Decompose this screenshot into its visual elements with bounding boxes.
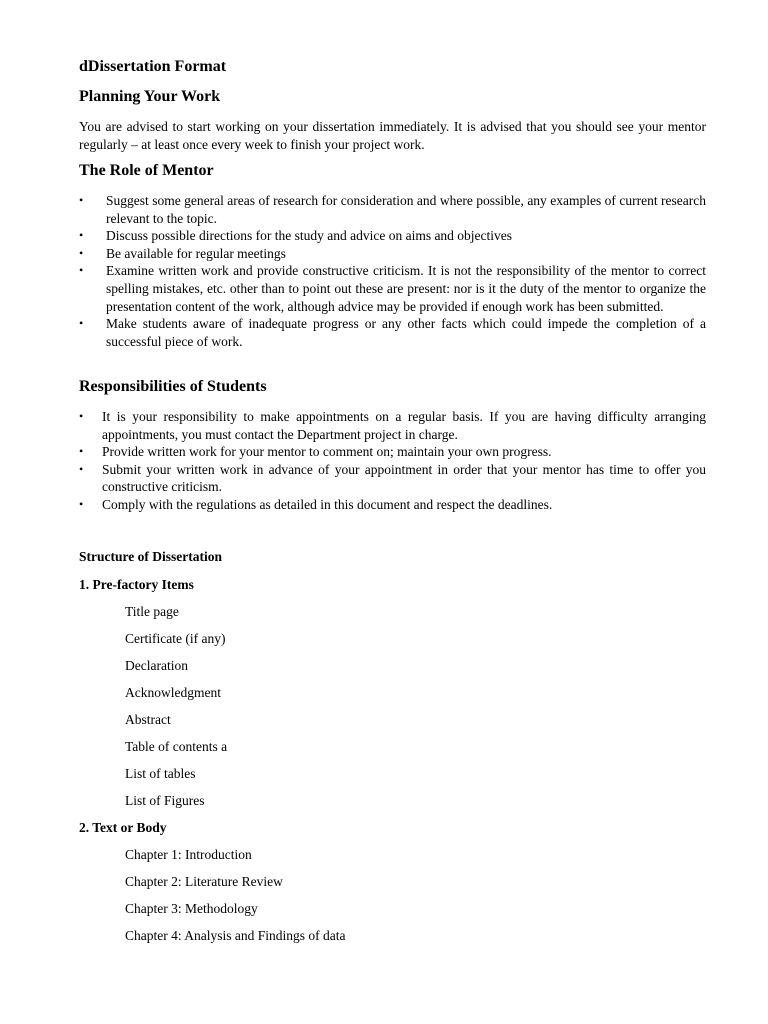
body-item: Chapter 4: Analysis and Findings of data: [125, 928, 346, 943]
list-item-text: Provide written work for your mentor to comment on; maintain your own progress.: [102, 444, 552, 460]
planning-paragraph: You are advised to start working on your dissertation immediately. It is advised that you should see your mentor regularly – at least once every week to finish your project work.: [79, 119, 706, 152]
list-item-text: Be available for regular meetings: [106, 245, 286, 261]
planning-heading: Planning Your Work: [79, 88, 221, 105]
prefactory-heading: 1. Pre-factory Items: [79, 577, 194, 592]
list-item: • Be available for regular meetings: [79, 245, 286, 261]
students-list: [79, 408, 706, 514]
list-item-text: Discuss possible directions for the study and advice on aims and objectives: [106, 228, 513, 244]
document-title: dDissertation Format: [79, 58, 227, 75]
list-item: • Submit your written work in advance of your appointment in order that your mentor has time to offer you constructive criticism.: [79, 461, 706, 495]
list-item-text: Comply with the regulations as detailed in this document and respect the deadlines.: [102, 496, 553, 512]
prefactory-item: Acknowledgment: [125, 685, 221, 700]
body-item: Chapter 2: Literature Review: [125, 874, 283, 889]
list-item-text: It is your responsibility to make appointments on a regular basis. If you are having difficulty arranging appointments, you must contact the Department project in charge.: [102, 409, 706, 442]
list-item: • It is your responsibility to make appointments on a regular basis. If you are having difficulty arranging appointments, you must contact the Department project in charge.: [79, 409, 706, 442]
mentor-heading: The Role of Mentor: [79, 162, 214, 179]
prefactory-item: Abstract: [125, 712, 171, 727]
body-item: Chapter 3: Methodology: [125, 901, 258, 916]
list-item-text: Make students aware of inadequate progress or any other facts which could impede the completion of a successful piece of work.: [106, 316, 706, 349]
list-item-text: Examine written work and provide constructive criticism. It is not the responsibility of the mentor to correct spelling mistakes, etc. other than to point out these are present: nor is it the duty of the mentor to organize the presentation content of the work, although advice may be provided if enough work has been submitted.: [106, 263, 706, 314]
list-item: • Suggest some general areas of research for consideration and where possible, any examples of current research relevant to the topic.: [79, 193, 706, 226]
students-heading: Responsibilities of Students: [79, 378, 267, 395]
list-item-text: Submit your written work in advance of your appointment in order that your mentor has time to offer you constructive criticism.: [102, 461, 706, 495]
list-item: • Comply with the regulations as detailed in this document and respect the deadlines.: [79, 496, 553, 512]
prefactory-item: List of tables: [125, 766, 196, 781]
prefactory-item: Table of contents a: [125, 739, 228, 754]
list-item: • Make students aware of inadequate progress or any other facts which could impede the completion of a successful piece of work.: [79, 316, 706, 349]
list-item: • Discuss possible directions for the study and advice on aims and objectives: [79, 228, 513, 244]
list-item: • Provide written work for your mentor to comment on; maintain your own progress.: [79, 444, 552, 460]
body-item: Chapter 1: Introduction: [125, 847, 252, 862]
body-heading: 2. Text or Body: [79, 820, 167, 835]
prefactory-item: List of Figures: [125, 793, 205, 808]
prefactory-item: Certificate (if any): [125, 631, 226, 646]
structure-heading: Structure of Dissertation: [79, 549, 222, 564]
list-item: • Examine written work and provide constructive criticism. It is not the responsibility of the mentor to correct spelling mistakes, etc. other than to point out these are present: nor is it the duty of the mentor to organize the presentation content of the work, although advice may be provided if enough work has been submitted.: [79, 263, 706, 314]
prefactory-item: Title page: [125, 604, 179, 619]
mentor-list: [79, 192, 706, 350]
list-item-text: Suggest some general areas of research for consideration and where possible, any examples of current research relevant to the topic.: [106, 193, 706, 226]
prefactory-item: Declaration: [125, 658, 188, 673]
